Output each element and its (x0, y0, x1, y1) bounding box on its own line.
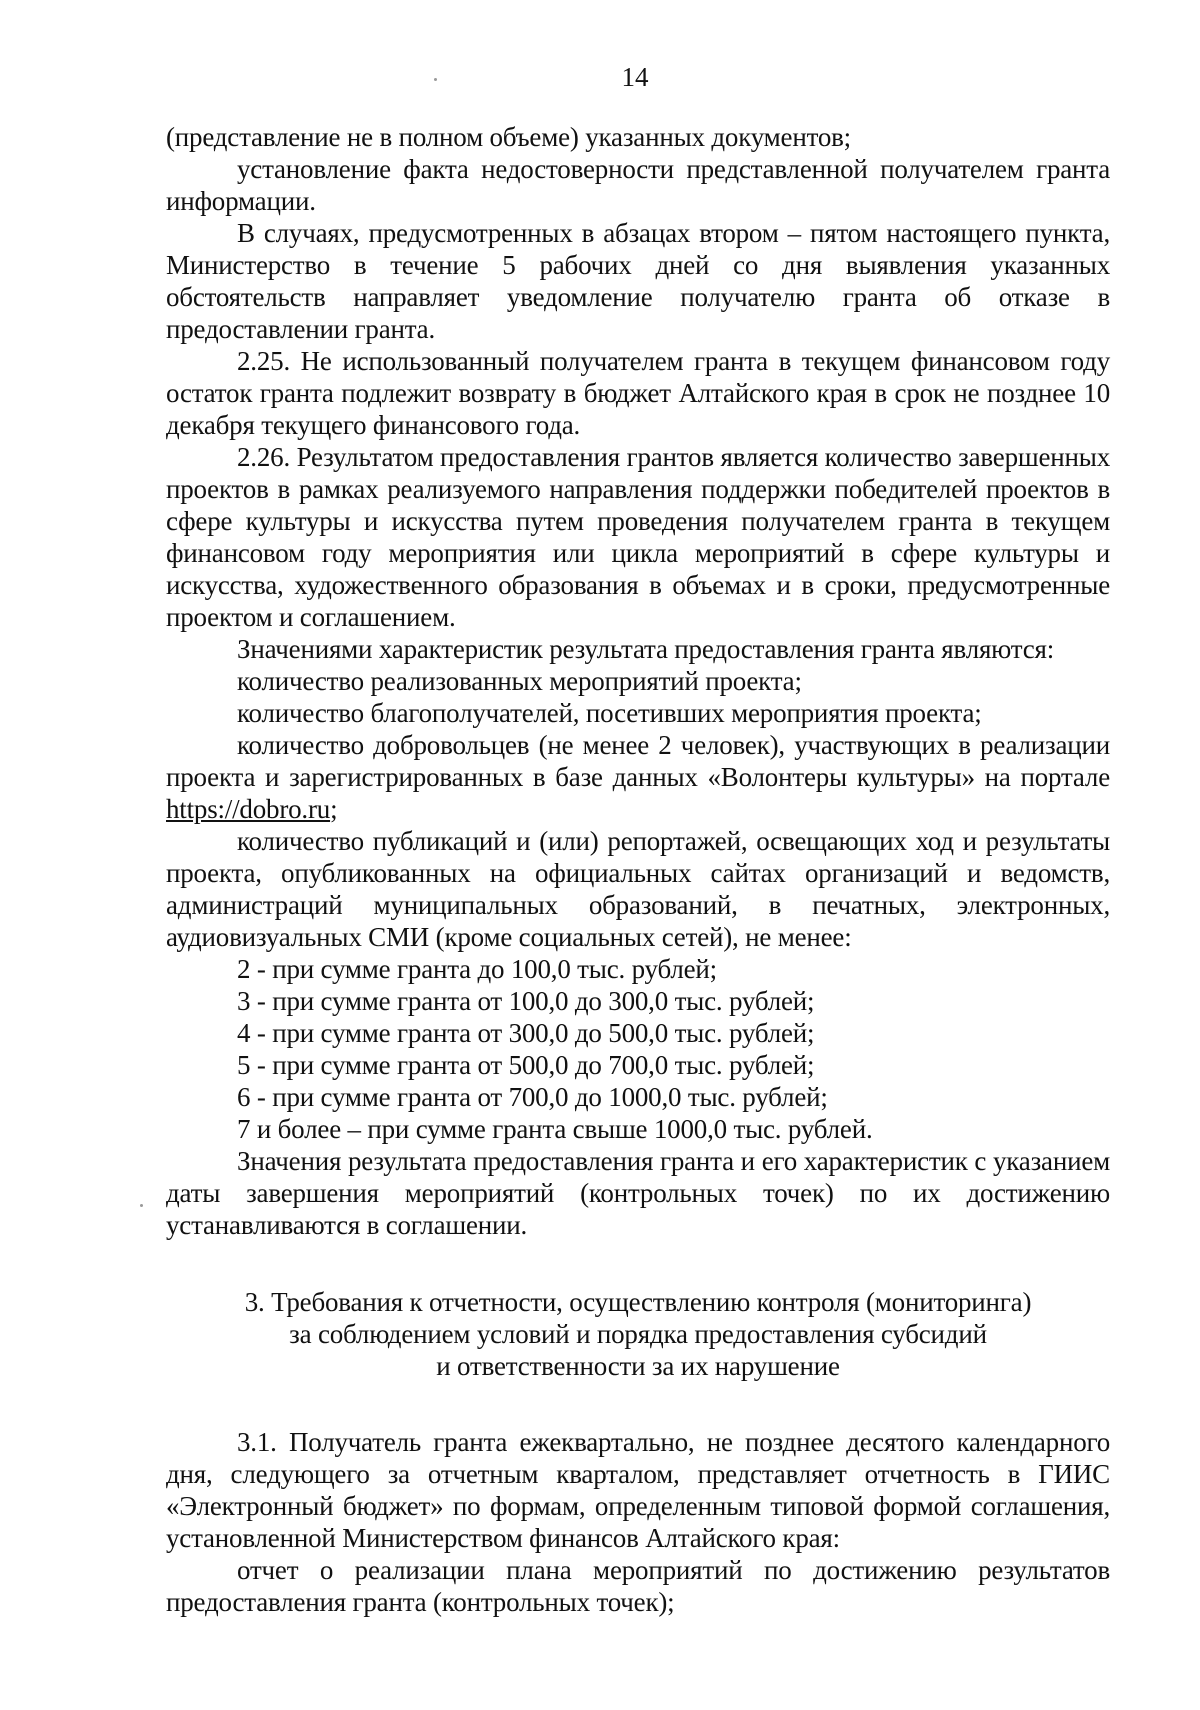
paragraph: В случаях, предусмотренных в абзацах втором – пятом настоящего пункта, Министерство в течение 5 рабочих дней со дня выявления указанных обстоятельств направляет уведомление получателю гранта об отказе в предоставлении гранта. (166, 218, 1110, 344)
paragraph: количество реализованных мероприятий проекта; (237, 666, 802, 696)
section-heading-line: и ответственности за их нарушение (436, 1351, 840, 1381)
dobro-link[interactable]: https://dobro.ru (166, 794, 331, 824)
page-number: 14 (621, 62, 649, 92)
volunteers-text: количество добровольцев (не менее 2 человек), участвующих в реализации проекта и зарегистрированных в базе данных «Волонтеры культуры» на портале (166, 730, 1110, 792)
grant-threshold-item: 3 - при сумме гранта от 100,0 до 300,0 тыс. рублей; (237, 986, 815, 1016)
grant-threshold-item: 2 - при сумме гранта до 100,0 тыс. рублей; (237, 954, 717, 984)
scan-speck (434, 78, 437, 81)
paragraph: количество благополучателей, посетивших мероприятия проекта; (237, 698, 982, 728)
paragraph: отчет о реализации плана мероприятий по достижению результатов предоставления гранта (контрольных точек); (166, 1555, 1110, 1617)
paragraph: 2.25. Не использованный получателем гранта в текущем финансовом году остаток гранта подлежит возврату в бюджет Алтайского края в срок не позднее 10 декабря текущего финансового года. (166, 346, 1110, 440)
section-heading-line: 3. Требования к отчетности, осуществлению контроля (мониторинга) (244, 1287, 1032, 1317)
volunteers-punct: ; (330, 794, 338, 824)
grant-threshold-item: 7 и более – при сумме гранта свыше 1000,0 тыс. рублей. (237, 1114, 873, 1144)
section-heading-line: за соблюдением условий и порядка предоставления субсидий (289, 1319, 987, 1349)
volunteers-paragraph (166, 729, 1110, 825)
paragraph: Значениями характеристик результата предоставления гранта являются: (237, 634, 1055, 664)
section-heading (166, 1286, 1110, 1382)
grant-threshold-item: 4 - при сумме гранта от 300,0 до 500,0 тыс. рублей; (237, 1018, 815, 1048)
results-paragraph: Значения результата предоставления гранта и его характеристик с указанием даты завершения мероприятий (контрольных точек) по их достижению устанавливаются в соглашении. (166, 1146, 1110, 1240)
grant-threshold-item: 5 - при сумме гранта от 500,0 до 700,0 тыс. рублей; (237, 1050, 815, 1080)
paragraph: 3.1. Получатель гранта ежеквартально, не позднее десятого календарного дня, следующего за отчетным кварталом, представляет отчетность в ГИИС «Электронный бюджет» по формам, определенным типовой формой соглашения, установленной Министерством финансов Алтайского края: (166, 1427, 1110, 1553)
paragraph: установление факта недостоверности представленной получателем гранта информации. (166, 154, 1110, 216)
publications-paragraph: количество публикаций и (или) репортажей, освещающих ход и результаты проекта, опубликованных на официальных сайтах организаций и ведомств, администраций муниципальных образований, в печатных, электронных, аудиовизуальных СМИ (кроме социальных сетей), не менее: (166, 826, 1110, 952)
document-body (166, 121, 1110, 1618)
grant-threshold-item: 6 - при сумме гранта от 700,0 до 1000,0 тыс. рублей; (237, 1082, 828, 1112)
scan-speck (140, 1204, 143, 1207)
paragraph: (представление не в полном объеме) указанных документов; (166, 122, 851, 152)
paragraph: 2.26. Результатом предоставления грантов является количество завершенных проектов в рамках реализуемого направления поддержки победителей проектов в сфере культуры и искусства путем проведения получателем гранта в текущем финансовом году мероприятия или цикла мероприятий в сфере культуры и искусства, художественного образования в объемах и в сроки, предусмотренные проектом и соглашением. (166, 442, 1110, 632)
